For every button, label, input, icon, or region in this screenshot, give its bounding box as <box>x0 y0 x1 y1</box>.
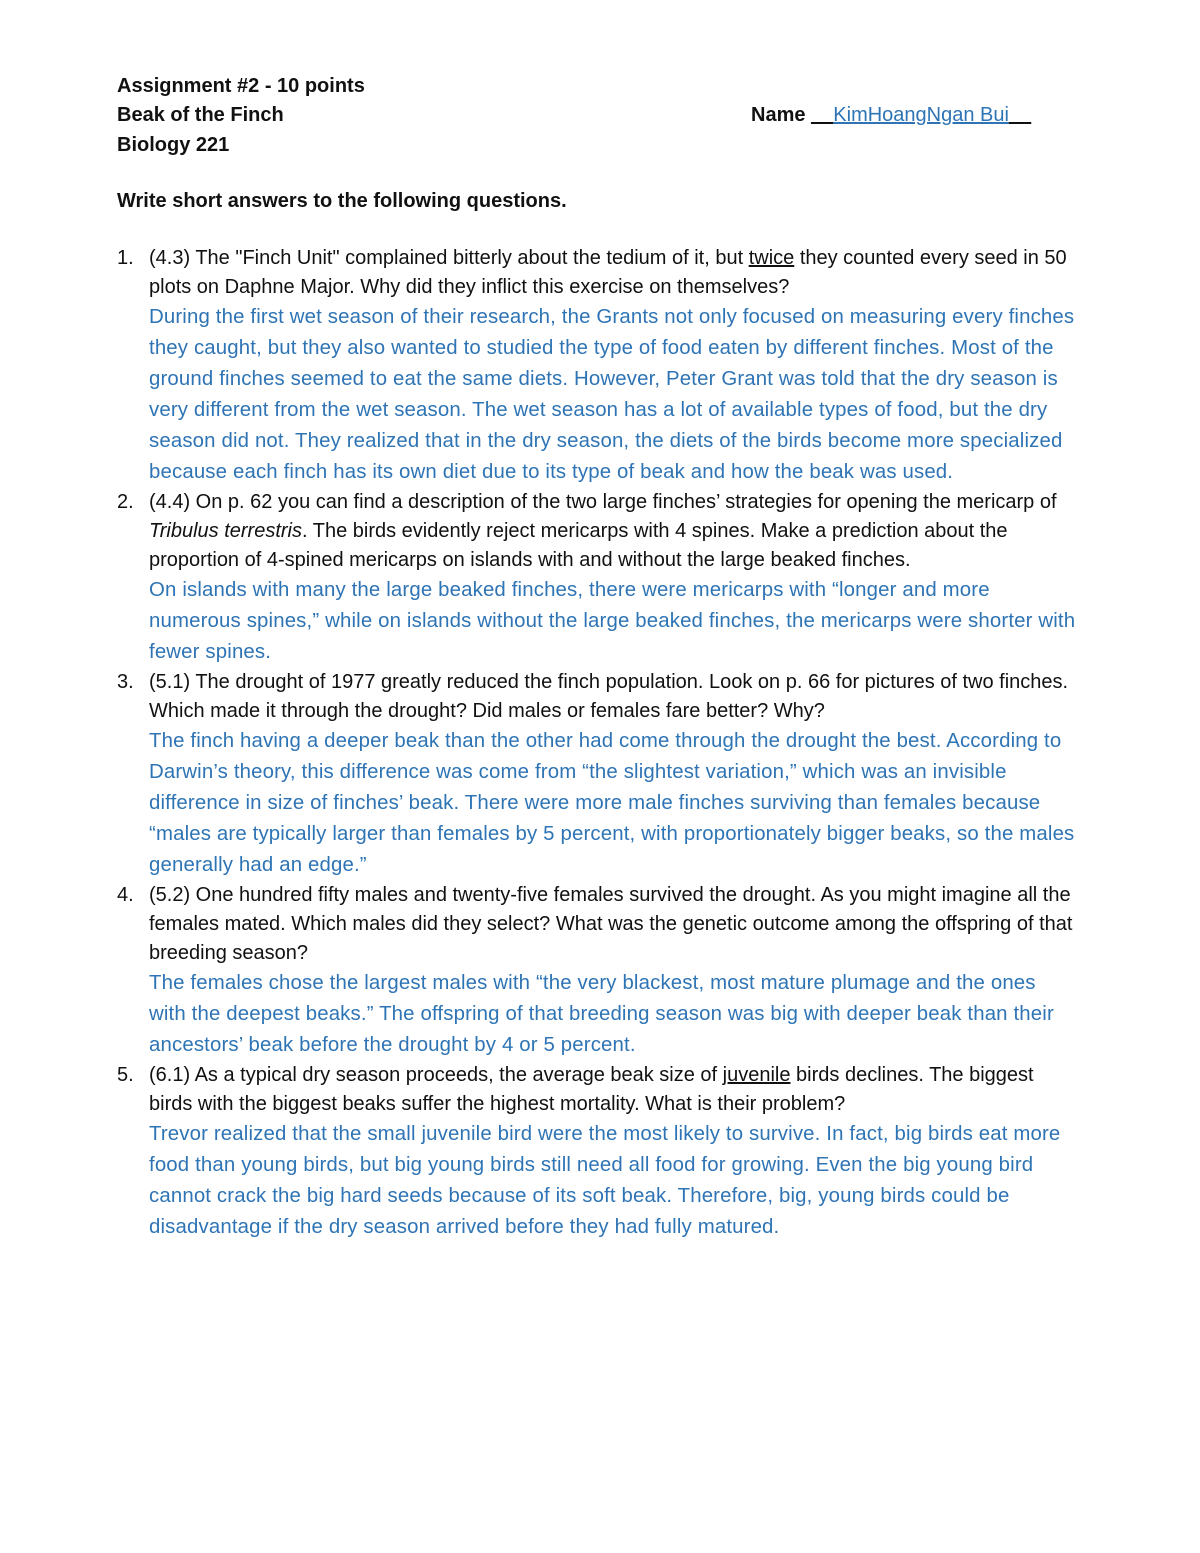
question-item <box>117 244 1077 488</box>
question-number: 1. <box>117 247 134 269</box>
answer-text: The females chose the largest males with “the very blackest, most mature plumage and the ones with the deepest beaks.” The offspring of that breeding season was big with deeper beak than their ancestors’ beak before the drought by 4 or 5 percent. <box>149 972 1054 1056</box>
answer-text: Trevor realized that the small juvenile bird were the most likely to survive. In fact, big birds eat more food than young birds, but big young birds still need all food for growing. Even the big young bird cannot crack the big hard seeds because of its soft beak. Therefore, big, young birds could be disadvantage if the dry season arrived before they had fully matured. <box>149 1123 1061 1238</box>
question-item <box>117 1061 1077 1243</box>
name-line <box>751 100 1031 130</box>
assignment-title: Assignment #2 - 10 points <box>117 75 365 97</box>
name-label: Name <box>751 104 812 126</box>
question-number: 2. <box>117 491 134 513</box>
answer-text: During the first wet season of their research, the Grants not only focused on measuring every finches they caught, but they also wanted to studied the type of food eaten by different finches. Most of the ground finches seemed to eat the same diets. However, Peter Grant was told that the dry season is very different from the wet season. The wet season has a lot of available types of food, but the dry season did not. They realized that in the dry season, the diets of the birds become more specialized because each finch has its own diet due to its type of beak and how the beak was used. <box>149 306 1075 483</box>
question-item <box>117 881 1077 1061</box>
assignment-subtitle: Beak of the Finch <box>117 104 284 126</box>
answer-text: The finch having a deeper beak than the other had come through the drought the best. According to Darwin’s theory, this difference was come from “the slightest variation,” which was an invisible difference in size of finches’ beak. There were more male finches surviving than females because “males are typically larger than females by 5 percent, with proportionately bigger beaks, so the males generally had an edge.” <box>149 730 1075 876</box>
question-text: (6.1) As a typical dry season proceeds, the average beak size of juvenile birds declines. The biggest birds with the biggest beaks suffer the highest mortality. What is their problem? <box>149 1064 1034 1115</box>
answer-text: On islands with many the large beaked finches, there were mericarps with “longer and more numerous spines,” while on islands without the large beaked finches, the mericarps were shorter with fewer spines. <box>149 579 1076 663</box>
question-number: 3. <box>117 671 134 693</box>
question-text: (4.4) On p. 62 you can find a description of the two large finches’ strategies for opening the mericarp of Tribulus terrestris. The birds evidently reject mericarps with 4 spines. Make a prediction about the proportion of 4-spined mericarps on islands with and without the large beaked finches. <box>149 491 1057 571</box>
species-name-italic: Tribulus terrestris <box>149 520 302 542</box>
question-number: 4. <box>117 884 134 906</box>
student-name: KimHoangNgan Bui <box>833 104 1009 126</box>
question-item <box>117 488 1077 668</box>
emphasis-underline: juvenile <box>722 1064 791 1086</box>
emphasis-underline: twice <box>748 247 795 269</box>
name-blank-left: __ <box>811 104 834 126</box>
instructions: Write short answers to the following questions. <box>117 190 567 212</box>
question-number: 5. <box>117 1064 134 1086</box>
question-item <box>117 668 1077 881</box>
question-text: (5.1) The drought of 1977 greatly reduced the finch population. Look on p. 66 for pictures of two finches. Which made it through the drought? Did males or females fare better? Why? <box>149 671 1069 722</box>
course-name: Biology 221 <box>117 134 230 156</box>
question-text: (5.2) One hundred fifty males and twenty-five females survived the drought. As you might imagine all the females mated. Which males did they select? What was the genetic outcome among the offspring of that breeding season? <box>149 884 1073 964</box>
question-text: (4.3) The "Finch Unit" complained bitterly about the tedium of it, but twice they counted every seed in 50 plots on Daphne Major. Why did they inflict this exercise on themselves? <box>149 247 1067 298</box>
question-list <box>117 244 1077 1243</box>
name-blank-right: __ <box>1008 104 1032 126</box>
